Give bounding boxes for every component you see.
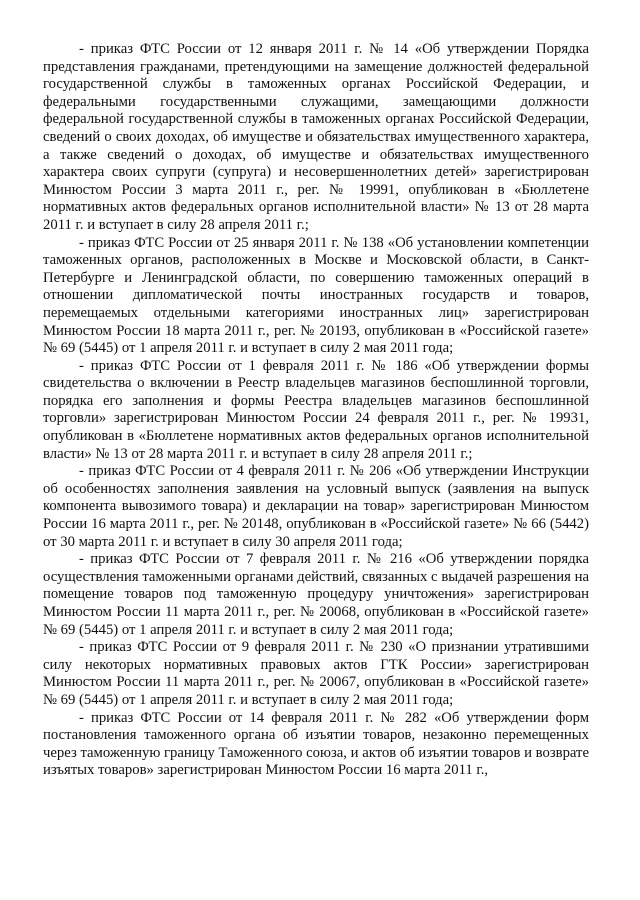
order-138-paragraph: - приказ ФТС России от 25 января 2011 г. № 138 «Об установлении компетенции таможенных органов, расположенных в Москве и Московской области, в Санкт-Петербурге и Ленинградской области, по совершению таможенных операций в отношении дипломатической почты иностранных государств и товаров, перемещаемых отдельными категориями иностранных лиц» зарегистрирован Минюстом России 18 марта 2011 г., рег. № 20193, опубликован в «Российской газете» № 69 (5445) от 1 апреля 2011 г. и вступает в силу 2 мая 2011 года; <box>43 234 589 357</box>
order-14-paragraph: - приказ ФТС России от 12 января 2011 г. № 14 «Об утверждении Порядка представления гражданами, претендующими на замещение должностей федеральной государственной службы в таможенных органах Российской Федерации, и федеральными государственными служащими, замещающими должности федеральной государственной службы в таможенных органах Российской Федерации, сведений о своих доходах, об имуществе и обязательствах имущественного характера, а также сведений о доходах, об имуществе и обязательствах имущественного характера своих супруги (супруга) и несовершеннолетних детей» зарегистрирован Минюстом России 3 марта 2011 г., рег. № 19991, опубликован в «Бюллетене нормативных актов федеральных органов исполнительной власти» № 13 от 28 марта 2011 г. и вступает в силу 28 апреля 2011 г.; <box>43 41 589 233</box>
document-page <box>43 41 589 780</box>
order-216-paragraph: - приказ ФТС России от 7 февраля 2011 г. № 216 «Об утверждении порядка осуществления таможенными органами действий, связанных с выдачей разрешения на помещение товаров под таможенную процедуру уничтожения» зарегистрирован Минюстом России 11 марта 2011 г., рег. № 20068, опубликован в «Российской газете» № 69 (5445) от 1 апреля 2011 г. и вступает в силу 2 мая 2011 года; <box>43 551 589 638</box>
order-186-paragraph: - приказ ФТС России от 1 февраля 2011 г. № 186 «Об утверждении формы свидетельства о включении в Реестр владельцев магазинов беспошлинной торговли, порядка его заполнения и формы Реестра владельцев магазинов беспошлинной торговли» зарегистрирован Минюстом России 24 февраля 2011 г., рег. № 19931, опубликован в «Бюллетене нормативных актов федеральных органов исполнительной власти» № 13 от 28 марта 2011 г. и вступает в силу 28 апреля 2011 г.; <box>43 357 589 462</box>
order-230-paragraph: - приказ ФТС России от 9 февраля 2011 г. № 230 «О признании утратившими силу некоторых нормативных правовых актов ГТК России» зарегистрирован Минюстом России 11 марта 2011 г., рег. № 20067, опубликован в «Российской газете» № 69 (5445) от 1 апреля 2011 г. и вступает в силу 2 мая 2011 года; <box>43 639 589 708</box>
order-206-paragraph: - приказ ФТС России от 4 февраля 2011 г. № 206 «Об утверждении Инструкции об особенностях заполнения заявления на условный выпуск (заявления на выпуск компонента вывозимого товара) и декларации на товар» зарегистрирован Минюстом России 16 марта 2011 г., рег. № 20148, опубликован в «Российской газете» № 66 (5442) от 30 марта 2011 г. и вступает в силу 30 апреля 2011 года; <box>43 463 589 550</box>
order-282-paragraph: - приказ ФТС России от 14 февраля 2011 г. № 282 «Об утверждении форм постановления таможенного органа об изъятии товаров, незаконно перемещенных через таможенную границу Таможенного союза, и актов об изъятии товаров и возврате изъятых товаров» зарегистрирован Минюстом России 16 марта 2011 г., <box>43 709 589 779</box>
